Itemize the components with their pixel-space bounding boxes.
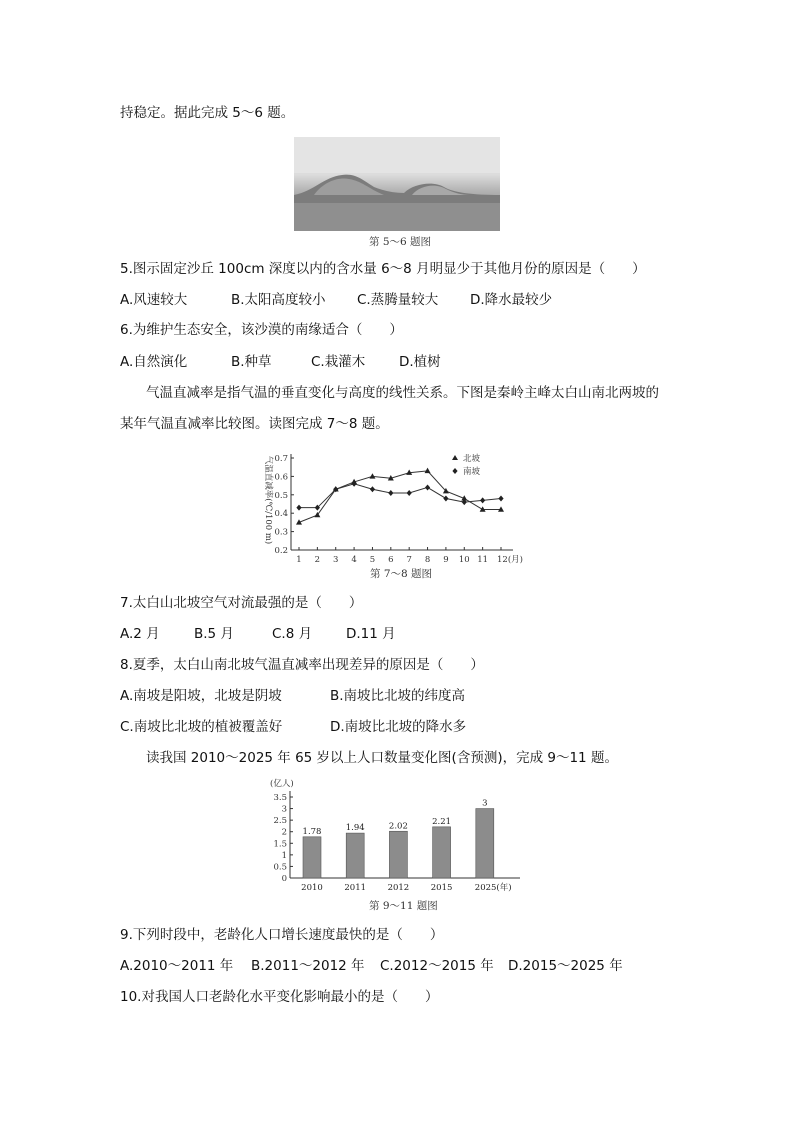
bar-chart-y-tick-label: 2.5	[273, 816, 287, 827]
legend-label: 北坡	[463, 454, 481, 464]
question-8-stem: 8.夏季，太白山南北坡气温直减率出现差异的原因是（ ）	[120, 657, 484, 673]
legend-label: 南坡	[463, 467, 481, 477]
question-7-stem: 7.太白山北坡空气对流最强的是（ ）	[120, 595, 363, 611]
line-chart-x-tick-label: 12(月)	[497, 555, 523, 565]
line-chart-x-tick-label: 2	[314, 555, 321, 565]
line-chart-series-2-point	[498, 495, 503, 501]
bar	[346, 833, 364, 878]
line-chart-x-tick-label: 3	[333, 555, 339, 565]
bar	[476, 809, 494, 878]
bar-chart-y-tick-label: 2	[281, 827, 287, 838]
question-8-option-d[interactable]: D.南坡比北坡的降水多	[330, 719, 467, 735]
question-9-option-c[interactable]: C.2012～2015 年	[380, 958, 494, 974]
question-7-option-a[interactable]: A.2 月	[120, 626, 160, 642]
line-chart-series-2-point	[370, 486, 375, 492]
figure-caption-3: 第 9～11 题图	[369, 900, 438, 912]
question-5-option-b[interactable]: B.太阳高度较小	[231, 292, 326, 308]
figure-caption-2: 第 7～8 题图	[370, 568, 433, 580]
line-chart-x-tick-label: 6	[388, 555, 394, 565]
line-chart-x-tick-label: 5	[369, 555, 376, 565]
lapse-rate-line-chart	[255, 448, 540, 580]
question-7-option-d[interactable]: D.11 月	[346, 626, 396, 642]
bar-chart-y-tick-label: 3	[281, 804, 287, 815]
line-chart-y-tick-label: 0.5	[274, 490, 288, 501]
bar-data-label: 3	[482, 798, 488, 809]
bar-data-label: 2.21	[432, 816, 452, 827]
line-chart-series-2-line	[299, 484, 501, 508]
question-6-option-b[interactable]: B.种草	[231, 354, 272, 370]
line-chart-x-tick-label: 1	[296, 555, 302, 565]
line-chart-x-tick-label: 10	[458, 555, 470, 565]
intro-tail: 持稳定。据此完成 5～6 题。	[120, 105, 295, 121]
line-chart-x-tick-label: 8	[424, 555, 431, 565]
line-chart-series-2-point	[296, 505, 301, 511]
bar-category-label: 2025(年)	[474, 883, 512, 893]
bar-data-label: 1.78	[302, 826, 322, 837]
question-7-option-c[interactable]: C.8 月	[272, 626, 313, 642]
passage-2-line-2: 某年气温直减率比较图。读图完成 7～8 题。	[120, 416, 389, 432]
line-chart-y-axis-label: 气温直减率(℃/100 m)	[263, 455, 273, 545]
line-chart-x-tick-label: 7	[406, 555, 412, 565]
legend-marker-diamond	[452, 468, 457, 474]
question-5-stem: 5.图示固定沙丘 100cm 深度以内的含水量 6～8 月明显少于其他月份的原因是（ ）	[120, 261, 646, 277]
line-chart-series-1-point	[425, 468, 431, 473]
line-chart-x-tick-label: 4	[351, 555, 357, 565]
bar-chart-y-tick-label: 1	[281, 850, 287, 861]
bar	[303, 837, 321, 878]
passage-2-line-1: 气温直减率是指气温的垂直变化与高度的线性关系。下图是秦岭主峰太白山南北两坡的	[146, 385, 659, 401]
question-6-stem: 6.为维护生态安全，该沙漠的南缘适合（ ）	[120, 322, 403, 338]
bar-chart-y-tick-label: 0.5	[273, 862, 287, 873]
question-6-option-d[interactable]: D.植树	[399, 354, 441, 370]
bar-data-label: 2.02	[388, 821, 408, 832]
line-chart-y-tick-label: 0.4	[274, 509, 288, 520]
line-chart-series-2-point	[443, 495, 448, 501]
line-chart-series-2-point	[407, 490, 412, 496]
bar-chart-y-tick-label: 0	[281, 874, 287, 884]
line-chart-series-2-point	[480, 497, 485, 503]
question-6-option-c[interactable]: C.栽灌木	[311, 354, 366, 370]
line-chart-y-tick-label: 0.7	[274, 454, 288, 464]
bar-chart-y-tick-label: 1.5	[273, 839, 287, 850]
line-chart-y-tick-label: 0.2	[274, 546, 288, 556]
bar	[433, 827, 451, 878]
line-chart-legend	[452, 453, 481, 477]
bar-category-label: 2010	[301, 883, 323, 893]
bar-category-label: 2012	[387, 883, 410, 893]
question-8-option-a[interactable]: A.南坡是阳坡，北坡是阴坡	[120, 688, 282, 704]
question-5-option-a[interactable]: A.风速较大	[120, 292, 188, 308]
bar-category-label: 2011	[344, 883, 367, 893]
bar-category-label: 2015	[430, 883, 453, 893]
passage-3: 读我国 2010～2025 年 65 岁以上人口数量变化图(含预测)，完成 9～11 题。	[146, 750, 618, 766]
line-chart-x-tick-label: 11	[477, 555, 489, 565]
sand-dune-illustration	[294, 137, 500, 231]
bar-data-label: 1.94	[345, 823, 365, 834]
bar-chart-y-axis-label: (亿人)	[270, 779, 294, 789]
question-7-option-b[interactable]: B.5 月	[194, 626, 234, 642]
line-chart-series-1-point	[369, 473, 375, 478]
line-chart-series-2-point	[388, 490, 393, 496]
question-8-option-c[interactable]: C.南坡比北坡的植被覆盖好	[120, 719, 283, 735]
sand-dune-photo	[294, 137, 500, 231]
question-10-stem: 10.对我国人口老龄化水平变化影响最小的是（ ）	[120, 989, 439, 1005]
line-chart-y-tick-label: 0.3	[274, 527, 288, 538]
legend-marker-triangle	[452, 455, 458, 460]
line-chart-series-1-line	[299, 471, 501, 523]
question-9-option-a[interactable]: A.2010～2011 年	[120, 958, 234, 974]
question-5-option-d[interactable]: D.降水最较少	[470, 292, 553, 308]
elderly-population-bar-chart	[262, 775, 532, 895]
question-9-option-d[interactable]: D.2015～2025 年	[508, 958, 623, 974]
question-6-option-a[interactable]: A.自然演化	[120, 354, 188, 370]
line-chart-y-tick-label: 0.6	[274, 472, 288, 483]
question-8-option-b[interactable]: B.南坡比北坡的纬度高	[330, 688, 466, 704]
question-9-option-b[interactable]: B.2011～2012 年	[251, 958, 365, 974]
figure-caption-1: 第 5～6 题图	[369, 236, 432, 248]
line-chart-x-tick-label: 9	[443, 555, 449, 565]
bar-chart-y-tick-label: 3.5	[273, 793, 287, 803]
line-chart-series-2-point	[425, 484, 430, 490]
bar	[389, 831, 407, 878]
question-9-stem: 9.下列时段中，老龄化人口增长速度最快的是（ ）	[120, 927, 444, 943]
question-5-option-c[interactable]: C.蒸腾量较大	[357, 292, 439, 308]
